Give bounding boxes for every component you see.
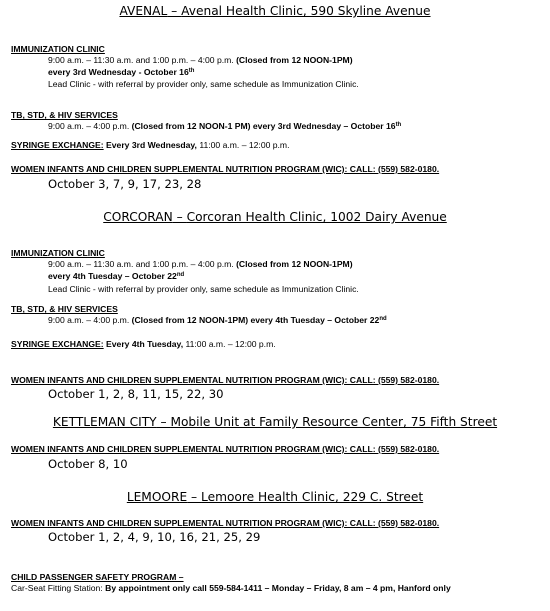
avenal-lead-clinic: Lead Clinic - with referral by provider only, same schedule as Immunization Clinic. (48, 79, 359, 89)
clinic-address: Mobile Unit at Family Resource Center, 75 Fifth Street (170, 415, 498, 429)
syringe-schedule: Every 3rd Wednesday, (106, 140, 197, 150)
ordinal-suffix: nd (176, 272, 185, 278)
corcoran-syringe-exchange (11, 339, 276, 349)
car-seat-station (11, 583, 451, 593)
lemoore-wic-dates: October 1, 2, 4, 9, 10, 16, 21, 25, 29 (48, 530, 261, 544)
syringe-header: SYRINGE EXCHANGE: (11, 140, 104, 150)
schedule-text: every 3rd Wednesday - October 16 (48, 67, 189, 77)
corcoran-lead-clinic: Lead Clinic - with referral by provider only, same schedule as Immunization Clinic. (48, 284, 359, 294)
hours-text: 9:00 a.m. – 4:00 p.m. (48, 315, 130, 325)
title-dash: – (187, 490, 202, 504)
clinic-address: Avenal Health Clinic, 590 Skyline Avenue (181, 4, 431, 18)
syringe-header: SYRINGE EXCHANGE: (11, 339, 104, 349)
closed-note: (Closed from 12 NOON-1PM) every 4th Tuesday – October 22 (131, 315, 380, 325)
avenal-wic-dates: October 3, 7, 9, 17, 23, 28 (48, 177, 202, 191)
corcoran-location-title (0, 210, 550, 224)
corcoran-immunization-header: IMMUNIZATION CLINIC (11, 248, 105, 258)
corcoran-wic-header: WOMEN INFANTS AND CHILDREN SUPPLEMENTAL NUTRITION PROGRAM (WIC): CALL: (559) 582-0180. (11, 375, 440, 385)
hours-text: 9:00 a.m. – 11:30 a.m. and 1:00 p.m. – 4:00 p.m. (48, 55, 234, 65)
title-dash: – (156, 415, 171, 429)
avenal-tb-hours (48, 121, 401, 131)
avenal-tb-header: TB, STD, & HIV SERVICES (11, 110, 118, 120)
location-name: CORCORAN (103, 210, 173, 224)
closed-note: (Closed from 12 NOON-1 PM) every 3rd Wednesday – October 16 (131, 121, 396, 131)
location-name: KETTLEMAN CITY (52, 415, 157, 429)
lemoore-wic-header: WOMEN INFANTS AND CHILDREN SUPPLEMENTAL NUTRITION PROGRAM (WIC): CALL: (559) 582-0180. (11, 518, 440, 528)
corcoran-immunization-schedule (48, 271, 184, 281)
avenal-immunization-schedule (48, 67, 194, 77)
avenal-wic-header: WOMEN INFANTS AND CHILDREN SUPPLEMENTAL NUTRITION PROGRAM (WIC): CALL: (559) 582-0180. (11, 164, 440, 174)
closed-note: (Closed from 12 NOON-1PM) (236, 259, 353, 269)
clinic-address: Lemoore Health Clinic, 229 C. Street (201, 490, 424, 504)
kettleman-wic-header: WOMEN INFANTS AND CHILDREN SUPPLEMENTAL NUTRITION PROGRAM (WIC): CALL: (559) 582-0180. (11, 444, 440, 454)
hours-text: 9:00 a.m. – 4:00 p.m. (48, 121, 130, 131)
avenal-syringe-exchange (11, 140, 289, 150)
station-details: By appointment only call 559-584-1411 – Monday – Friday, 8 am – 4 pm, Hanford only (105, 583, 451, 593)
corcoran-immunization-hours (48, 259, 353, 269)
location-name: AVENAL (119, 4, 168, 18)
avenal-location-title (0, 4, 550, 18)
title-dash: – (167, 4, 182, 18)
child-passenger-header: CHILD PASSENGER SAFETY PROGRAM – (11, 572, 184, 582)
syringe-hours: 11:00 a.m. – 12:00 p.m. (185, 339, 276, 349)
location-name: LEMOORE (126, 490, 188, 504)
hours-text: 9:00 a.m. – 11:30 a.m. and 1:00 p.m. – 4:00 p.m. (48, 259, 234, 269)
ordinal-suffix: nd (379, 316, 387, 322)
avenal-immunization-header: IMMUNIZATION CLINIC (11, 44, 105, 54)
station-label: Car-Seat Fitting Station: (11, 583, 103, 593)
closed-note: (Closed from 12 NOON-1PM) (236, 55, 353, 65)
ordinal-suffix: th (188, 68, 195, 74)
corcoran-wic-dates: October 1, 2, 8, 11, 15, 22, 30 (48, 387, 224, 401)
kettleman-wic-dates: October 8, 10 (48, 457, 128, 471)
syringe-hours: 11:00 a.m. – 12:00 p.m. (199, 140, 290, 150)
corcoran-tb-hours (48, 315, 387, 325)
clinic-address: Corcoran Health Clinic, 1002 Dairy Avenue (186, 210, 447, 224)
kettleman-location-title (0, 415, 550, 429)
ordinal-suffix: th (395, 122, 402, 128)
avenal-immunization-hours (48, 55, 353, 65)
title-dash: – (172, 210, 187, 224)
schedule-text: every 4th Tuesday – October 22 (48, 271, 177, 281)
lemoore-location-title (0, 490, 550, 504)
syringe-schedule: Every 4th Tuesday, (106, 339, 184, 349)
corcoran-tb-header: TB, STD, & HIV SERVICES (11, 304, 118, 314)
